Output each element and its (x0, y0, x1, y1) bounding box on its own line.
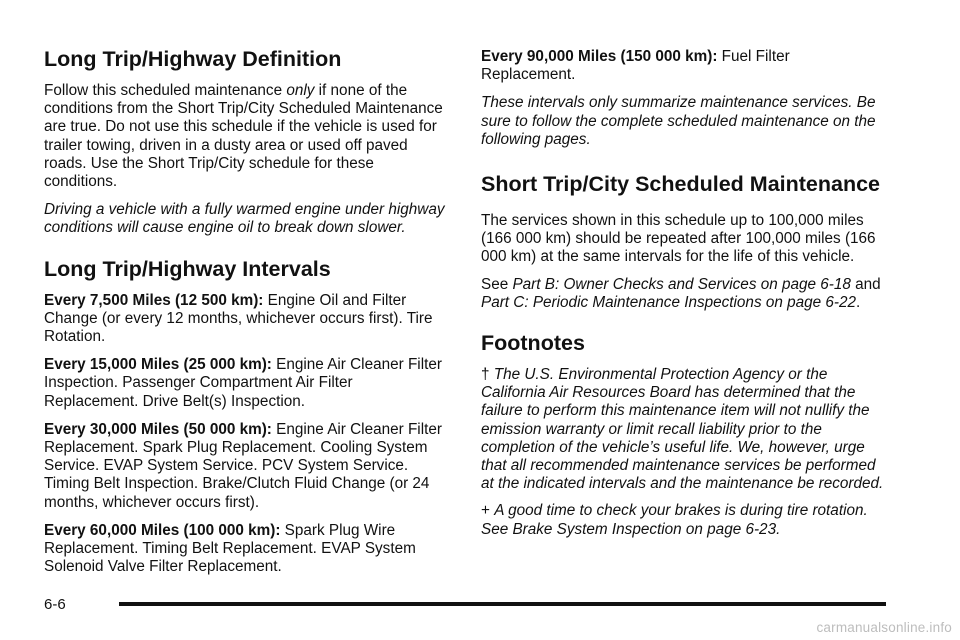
heading-footnotes: Footnotes (481, 331, 585, 356)
interval-7500-label: Every 7,500 Miles (12 500 km): (44, 291, 264, 309)
see-and: and (850, 275, 881, 293)
definition-paragraph (44, 82, 446, 191)
reference-part-c: Part C: Periodic Maintenance Inspections on page 6-22 (481, 293, 856, 311)
interval-15000-label: Every 15,000 Miles (25 000 km): (44, 356, 272, 374)
right-column (481, 48, 886, 539)
definition-text-a: Follow this scheduled maintenance (44, 82, 287, 99)
interval-60000-text: Spark Plug Wire Replacement. Timing Belt Replacement. EVAP System Solenoid Valve Filter Replacement. (44, 521, 416, 576)
definition-text-b: if none of the conditions from the Short Trip/City Scheduled Maintenance are true. Do not use this schedule if the vehicle is used for trailer towing, driven in a dusty area or used off paved roads. Use the Short Trip/City schedule for these conditions. (44, 82, 443, 191)
interval-90000-text: Fuel Filter Replacement. (481, 48, 790, 84)
footer-rule (119, 602, 886, 606)
see-suffix: . (856, 293, 861, 311)
heading-short-trip-maintenance: Short Trip/City Scheduled Maintenance (481, 172, 881, 197)
definition-emphasis-only: only (286, 82, 315, 99)
interval-30000-label: Every 30,000 Miles (50 000 km): (44, 420, 272, 438)
left-column (44, 44, 446, 576)
definition-note: Driving a vehicle with a fully warmed engine under highway conditions will cause engine oil to break down slower. (44, 201, 445, 237)
footnote-plus-text: A good time to check your brakes is during tire rotation. See Brake System Inspection on page 6-23. (481, 502, 868, 538)
interval-15000-text: Engine Air Cleaner Filter Inspection. Passenger Compartment Air Filter Replacement. Drive Belt(s) Inspection. (44, 356, 442, 410)
footnote-dagger-symbol: † (481, 366, 490, 384)
page-number: 6-6 (44, 596, 66, 613)
footnote-plus-symbol: + (481, 502, 490, 520)
interval-30000 (44, 421, 446, 512)
footnote-dagger-text: The U.S. Environmental Protection Agency or the California Air Resources Board has determined that the failure to perform this maintenance item will not nullify the emission warranty or limit recall liability prior to the completion of the vehicle’s useful life. We, however, urge that all recommended maintenance services be performed at the indicated intervals and the maintenance be recorded. (481, 366, 884, 493)
heading-long-trip-intervals: Long Trip/Highway Intervals (44, 256, 331, 281)
see-prefix: See (481, 275, 513, 293)
interval-15000 (44, 356, 446, 411)
interval-60000 (44, 522, 446, 577)
interval-60000-label: Every 60,000 Miles (100 000 km): (44, 521, 281, 539)
intervals-summary-note: These intervals only summarize maintenance services. Be sure to follow the complete scheduled maintenance on the following pages. (481, 94, 876, 148)
short-trip-paragraph: The services shown in this schedule up to 100,000 miles (166 000 km) should be repeated after 100,000 miles (166 000 km) at the same intervals for the life of this vehicle. (481, 212, 876, 266)
watermark: carmanualsonline.info (816, 620, 952, 635)
interval-90000 (481, 48, 886, 84)
footnote-dagger (481, 366, 886, 493)
interval-30000-text: Engine Air Cleaner Filter Replacement. Spark Plug Replacement. Cooling System Service. EVAP System Service. PCV System Service. Timing Belt Inspection. Brake/Clutch Fluid Change (or 24 months, whichever occurs first). (44, 420, 442, 511)
interval-7500-text: Engine Oil and Filter Change (or every 12 months, whichever occurs first). Tire Rotation. (44, 291, 433, 346)
interval-7500 (44, 292, 446, 347)
interval-90000-label: Every 90,000 Miles (150 000 km): (481, 48, 718, 65)
see-references (481, 276, 886, 312)
footnote-plus (481, 502, 886, 538)
heading-long-trip-definition: Long Trip/Highway Definition (44, 47, 342, 71)
reference-part-b: Part B: Owner Checks and Services on page 6-18 (512, 275, 851, 293)
